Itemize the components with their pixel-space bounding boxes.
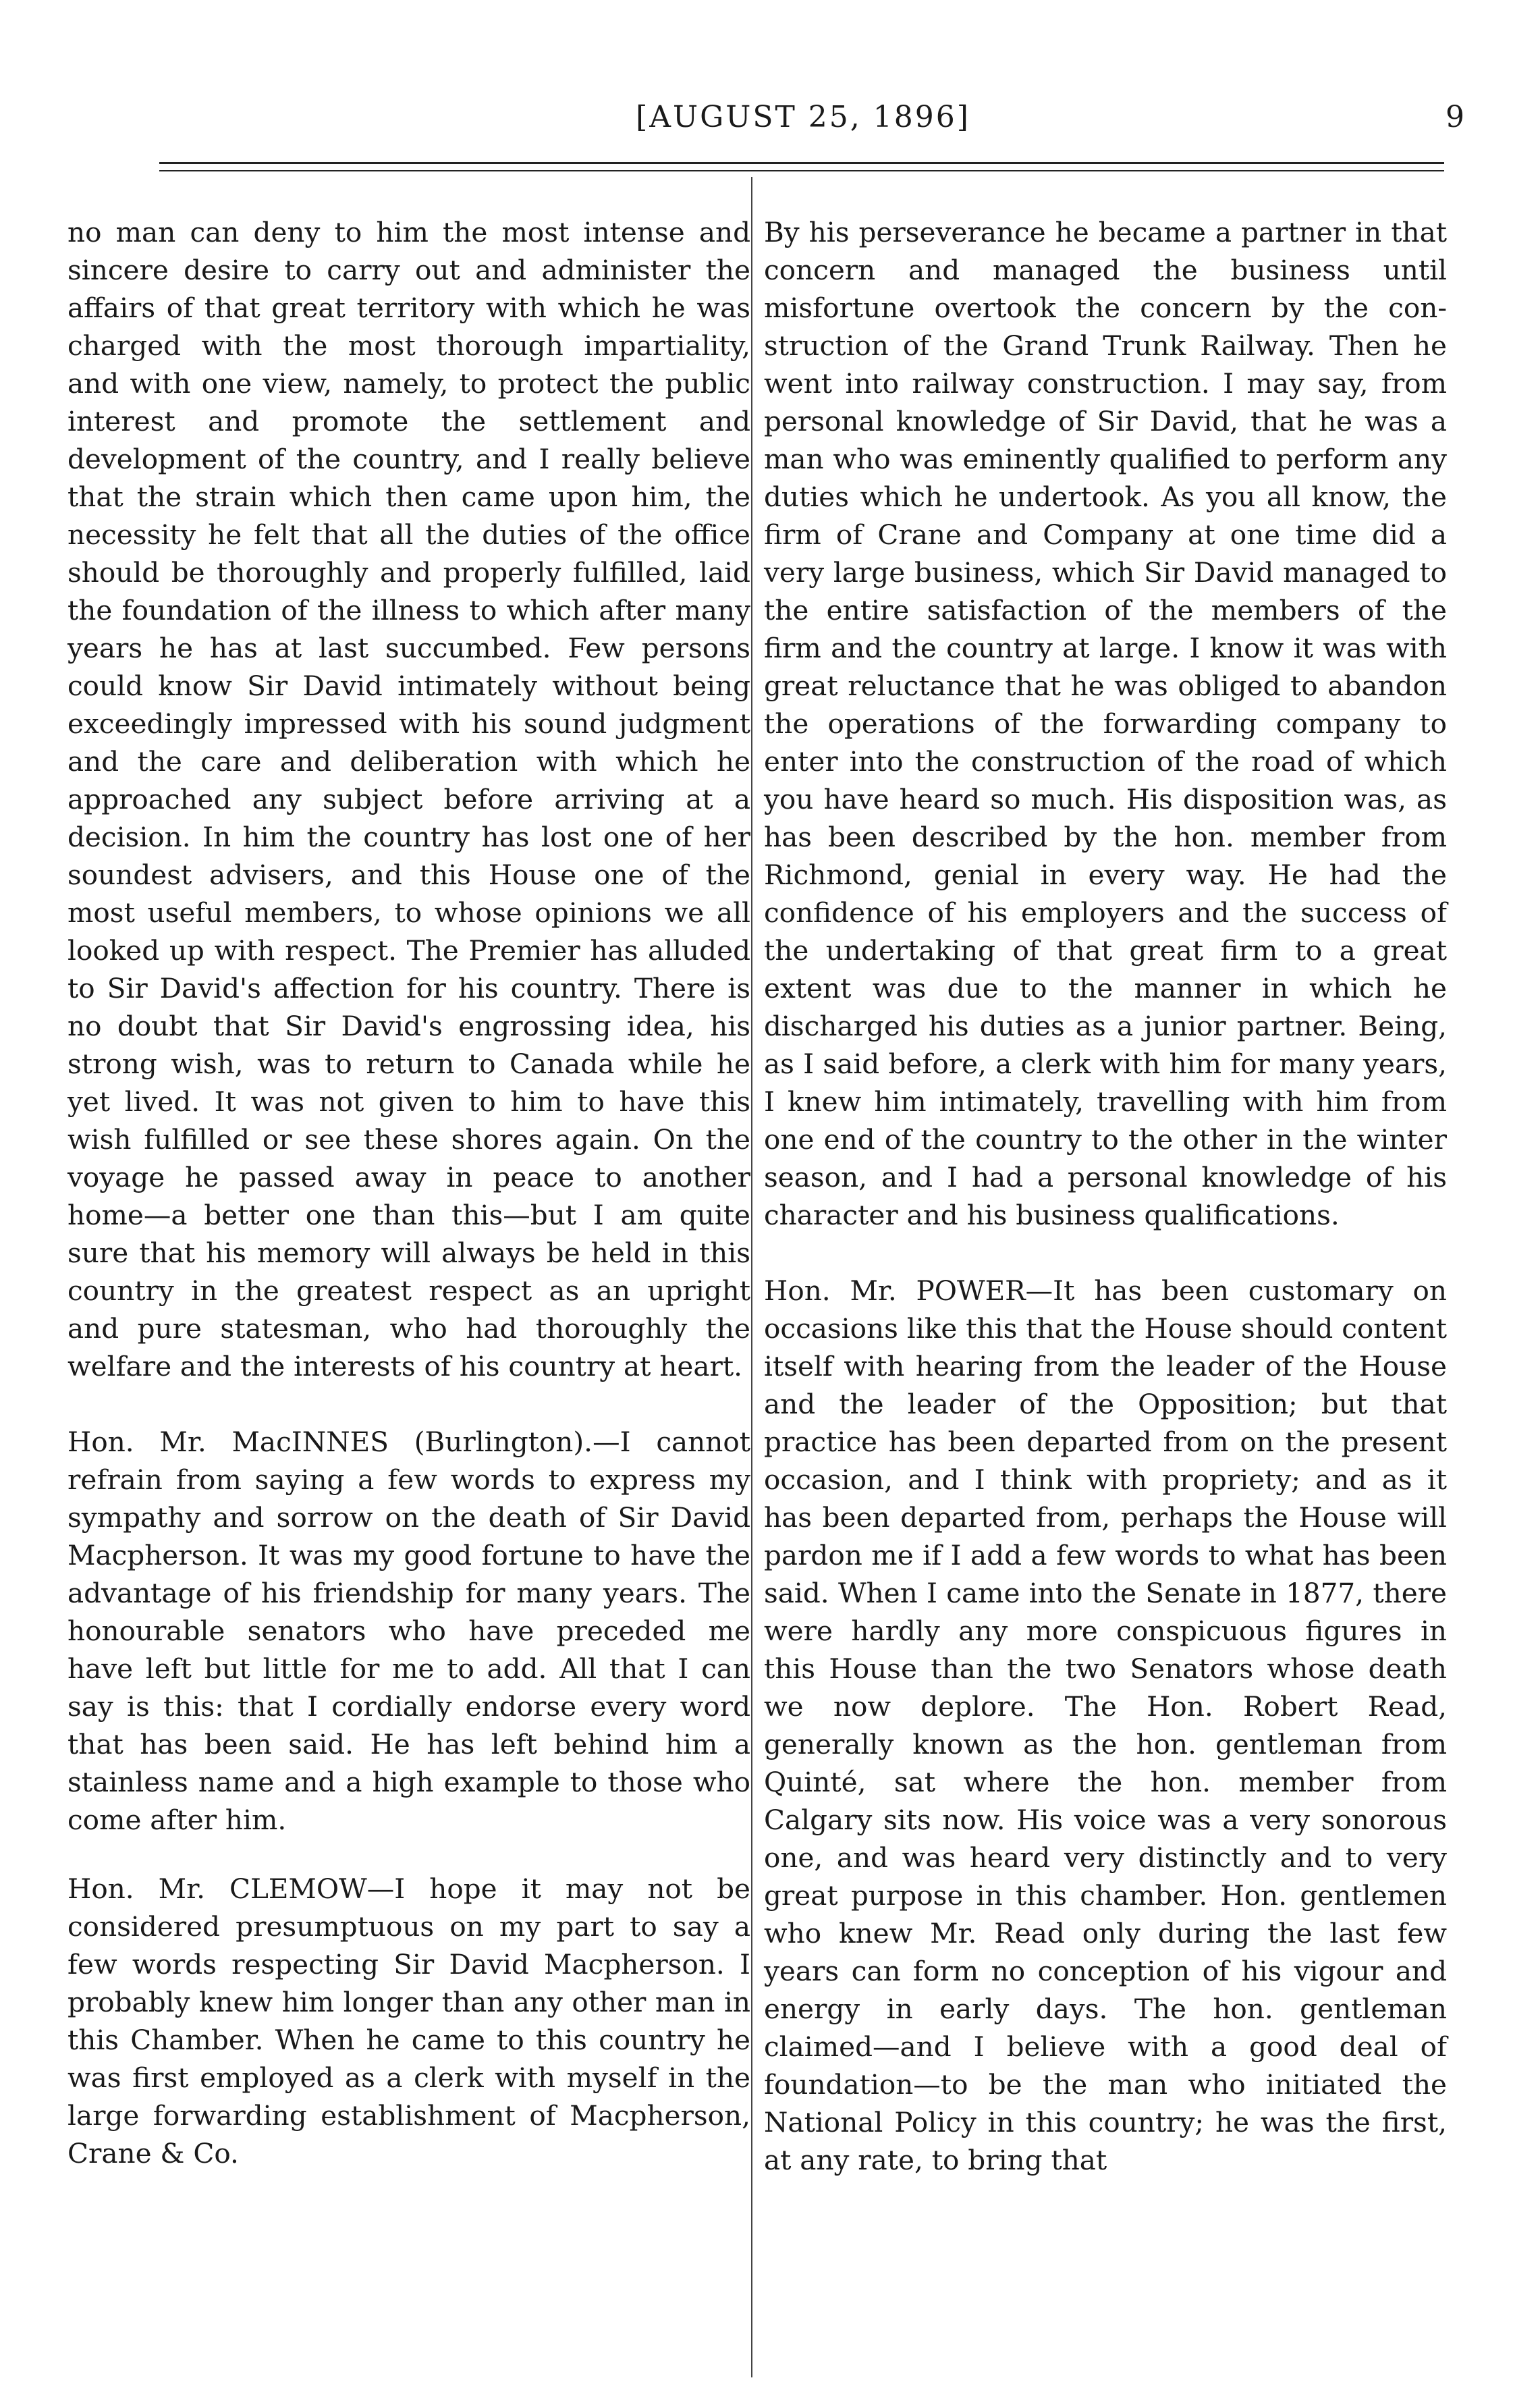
page-number: 9	[1446, 100, 1464, 134]
speaker-macinnes: Hon. Mr. MacINNES (Burlington).	[67, 1426, 593, 1458]
left-column	[67, 213, 750, 2172]
paragraph-clemow-continuation: By his perseverance he became a partner in that concern and managed the business until misfortune overtook the concern by the construction of the Grand Trunk Railway. Then he went into railway construction. I may say, from personal knowledge of Sir David, that he was a man who was eminently qualified to perform any duties which he undertook. As you all know, the firm of Crane and Company at one time did a very large business, which Sir David managed to the entire satisfaction of the members of the firm and the country at large. I know it was with great reluctance that he was obliged to abandon the operations of the forwarding company to enter into the construction of the road of which you have heard so much. His disposition was, as has been described by the hon. member from Richmond, genial in every way. He had the confidence of his employers and the success of the undertaking of that great firm to a great extent was due to the manner in which he discharged his duties as a junior partner. Being, as I said before, a clerk with him for many years, I knew him intimately, travelling with him from one end of the country to the other in the winter season, and I had a personal knowledge of his character and his business qualifications.	[764, 216, 1447, 1231]
paragraph-spacer	[67, 1839, 750, 1870]
header-rule-bottom	[159, 170, 1444, 171]
paragraph-spacer	[764, 1234, 1447, 1272]
running-head-date: [AUGUST 25, 1896]	[636, 100, 970, 134]
paragraph-power	[764, 1272, 1447, 2179]
paragraph-clemow	[67, 1870, 750, 2172]
paragraph-speech-continuation: no man can deny to him the most intense and sincere desire to carry out and administer the affairs of that great territory with which he was charged with the most thorough impartiality, and with one view, namely, to protect the public interest and promote the settlement and development of the country, and I really believe that the strain which then came upon him, the necessity he felt that all the duties of the office should be thoroughly and properly fulfilled, laid the foundation of the illness to which after many years he has at last succumbed. Few persons could know Sir David intimately without being exceedingly impressed with his sound judgment and the care and deliberation with which he approached any subject before arriving at a decision. In him the country has lost one of her soundest advisers, and this House one of the most useful members, to whose opinions we all looked up with respect. The Premier has alluded to Sir David's affection for his country. There is no doubt that Sir David's engrossing idea, his strong wish, was to return to Canada while he yet lived. It was not given to him to have this wish fulfilled or see these shores again. On the voyage he passed away in peace to another home—a better one than this—but I am quite sure that his memory will always be held in this country in the greatest respect as an upright and pure statesman, who had thoroughly the welfare and the interests of his country at heart.	[67, 216, 750, 1382]
paragraph-spacer	[67, 1385, 750, 1423]
right-column	[764, 213, 1447, 2179]
speech-macinnes: —I cannot refrain from saying a few words to express my sympathy and sorrow on the death of Sir David Macpherson. It was my good fortune to have the advantage of his friendship for many years. The honourable senators who have preceded me have left but little for me to add. All that I can say is this: that I cordially endorse every word that has been said. He has left behind him a stainless name and a high example to those who come after him.	[67, 1426, 750, 1836]
paragraph-macinnes	[67, 1423, 750, 1839]
column-divider	[751, 177, 752, 2377]
speaker-power: Hon. Mr. POWER	[764, 1274, 1026, 1307]
speaker-clemow: Hon. Mr. CLEMOW	[67, 1872, 367, 1905]
speech-power: —It has been customary on occasions like this that the House should content itself with hearing from the leader of the House and the leader of the Opposition; but that practice has been departed from on the present occasion, and I think with propriety; and as it has been departed from, perhaps the House will pardon me if I add a few words to what has been said. When I came into the Senate in 1877, there were hardly any more conspicuous figures in this House than the two Senators whose death we now deplore. The Hon. Robert Read, generally known as the hon. gentleman from Quinté, sat where the hon. member from Calgary sits now. His voice was a very sonorous one, and was heard very distinctly and to very great purpose in this chamber. Hon. gentlemen who knew Mr. Read only during the last few years can form no conception of his vigour and energy in early days. The hon. gentleman claimed—and I believe with a good deal of foundation—to be the man who initiated the National Policy in this country; he was the first, at any rate, to bring that	[764, 1274, 1447, 2176]
speech-clemow: —I hope it may not be considered presumptuous on my part to say a few words respecting Sir David Macpherson. I probably knew him longer than any other man in this Chamber. When he came to this country he was first employed as a clerk with myself in the large forwarding establishment of Macpherson, Crane & Co.	[67, 1872, 750, 2169]
header-rule-top	[159, 162, 1444, 164]
